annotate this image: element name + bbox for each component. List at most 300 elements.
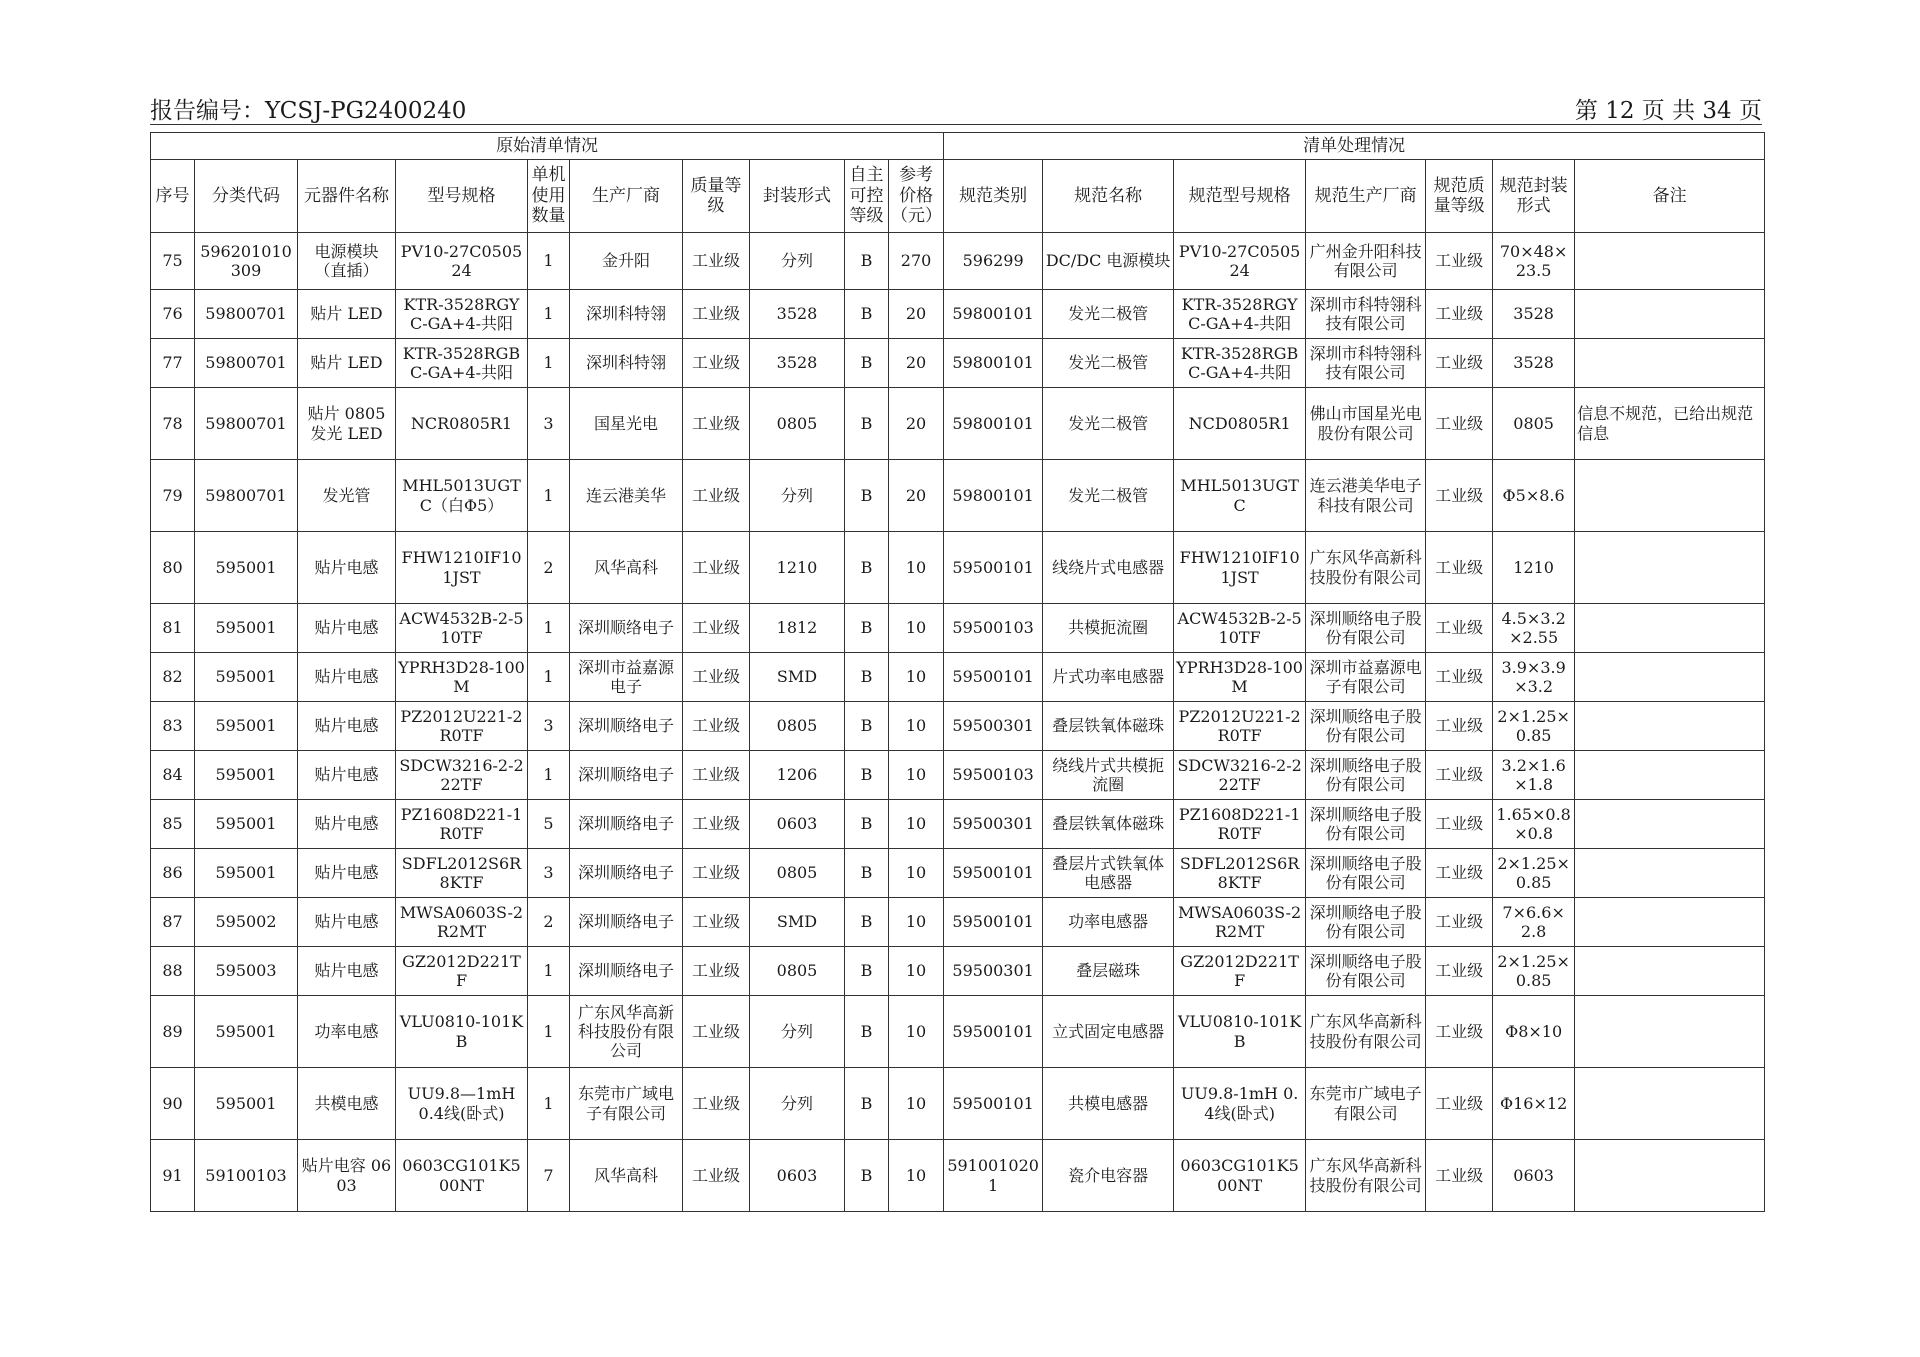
table-cell: 东莞市广域电子有限公司	[570, 1068, 683, 1140]
table-cell: 工业级	[1426, 947, 1493, 996]
table-cell: 2×1.25×0.85	[1493, 849, 1575, 898]
table-cell: 分列	[750, 460, 845, 532]
table-cell: 深圳顺络电子股份有限公司	[1306, 947, 1426, 996]
table-cell: 连云港美华电子科技有限公司	[1306, 460, 1426, 532]
table-cell: 59500301	[944, 702, 1043, 751]
table-cell: SDFL2012S6R8KTF	[396, 849, 528, 898]
table-cell: 83	[151, 702, 195, 751]
table-cell	[1575, 947, 1765, 996]
column-header: 分类代码	[195, 160, 298, 233]
table-body	[151, 233, 1765, 1212]
table-cell: 80	[151, 532, 195, 604]
column-header: 规范生产厂商	[1306, 160, 1426, 233]
column-header: 规范质量等级	[1426, 160, 1493, 233]
table-cell: 工业级	[683, 751, 750, 800]
table-row	[151, 290, 1765, 339]
table-cell: Φ8×10	[1493, 996, 1575, 1068]
table-row	[151, 898, 1765, 947]
table-cell: 贴片电感	[298, 751, 396, 800]
table-cell: 0805	[750, 388, 845, 460]
table-cell: 59500301	[944, 947, 1043, 996]
table-cell: MWSA0603S-2R2MT	[396, 898, 528, 947]
table-cell: 工业级	[683, 849, 750, 898]
table-cell: 工业级	[683, 898, 750, 947]
table-cell: B	[845, 460, 889, 532]
table-cell: VLU0810-101KB	[1174, 996, 1306, 1068]
table-cell: 工业级	[683, 290, 750, 339]
table-cell: B	[845, 898, 889, 947]
table-cell: 叠层铁氧体磁珠	[1043, 800, 1174, 849]
table-cell: 工业级	[1426, 233, 1493, 290]
table-cell	[1575, 233, 1765, 290]
table-cell: 10	[889, 1068, 944, 1140]
table-cell: 1210	[750, 532, 845, 604]
group-original-header: 原始清单情况	[151, 133, 944, 160]
table-cell: 叠层片式铁氧体电感器	[1043, 849, 1174, 898]
table-row	[151, 653, 1765, 702]
table-cell: 10	[889, 800, 944, 849]
table-cell: 3528	[1493, 339, 1575, 388]
table-row	[151, 996, 1765, 1068]
table-cell: 功率电感	[298, 996, 396, 1068]
table-cell: 595001	[195, 1068, 298, 1140]
table-cell: KTR-3528RGYC-GA+4-共阳	[396, 290, 528, 339]
table-cell: 88	[151, 947, 195, 996]
table-cell: 发光管	[298, 460, 396, 532]
table-cell: 596299	[944, 233, 1043, 290]
table-cell: 59500101	[944, 532, 1043, 604]
table-cell: 深圳市益嘉源电子	[570, 653, 683, 702]
table-cell: 59800701	[195, 460, 298, 532]
table-cell: 59800101	[944, 388, 1043, 460]
table-cell: MHL5013UGTC	[1174, 460, 1306, 532]
table-cell: 广东风华高新科技股份有限公司	[1306, 532, 1426, 604]
table-cell: 1	[528, 290, 570, 339]
table-cell: 工业级	[683, 388, 750, 460]
table-cell: B	[845, 800, 889, 849]
table-cell: 595001	[195, 751, 298, 800]
table-cell: 工业级	[1426, 800, 1493, 849]
table-cell	[1575, 898, 1765, 947]
table-cell: 10	[889, 996, 944, 1068]
table-cell: 78	[151, 388, 195, 460]
table-cell: 工业级	[1426, 1068, 1493, 1140]
table-cell: B	[845, 290, 889, 339]
table-cell: 59500101	[944, 996, 1043, 1068]
table-cell: 工业级	[683, 1068, 750, 1140]
column-header: 自主可控等级	[845, 160, 889, 233]
table-cell: 共模电感	[298, 1068, 396, 1140]
header-divider	[150, 124, 1762, 125]
table-cell: 深圳顺络电子	[570, 702, 683, 751]
column-header: 型号规格	[396, 160, 528, 233]
table-cell: KTR-3528RGYC-GA+4-共阳	[1174, 290, 1306, 339]
table-cell: 0603	[750, 800, 845, 849]
table-cell: 工业级	[1426, 849, 1493, 898]
table-cell: YPRH3D28-100M	[1174, 653, 1306, 702]
table-cell: 81	[151, 604, 195, 653]
table-cell: 20	[889, 388, 944, 460]
table-cell: 片式功率电感器	[1043, 653, 1174, 702]
table-cell: 91	[151, 1140, 195, 1212]
table-cell: 3528	[1493, 290, 1575, 339]
table-cell: 金升阳	[570, 233, 683, 290]
table-cell: B	[845, 702, 889, 751]
table-cell: 工业级	[1426, 460, 1493, 532]
component-list-table	[150, 132, 1765, 1212]
table-cell: 3	[528, 702, 570, 751]
table-cell: 59100103	[195, 1140, 298, 1212]
table-cell: 贴片电感	[298, 653, 396, 702]
table-cell: 59800101	[944, 339, 1043, 388]
page-number: 第 12 页 共 34 页	[1574, 98, 1762, 124]
table-cell	[1575, 290, 1765, 339]
table-cell: 59500301	[944, 800, 1043, 849]
table-cell: 0805	[750, 702, 845, 751]
table-cell: 深圳顺络电子	[570, 898, 683, 947]
table-cell: 功率电感器	[1043, 898, 1174, 947]
table-cell: SDFL2012S6R8KTF	[1174, 849, 1306, 898]
table-cell: KTR-3528RGBC-GA+4-共阳	[1174, 339, 1306, 388]
table-cell: 叠层铁氧体磁珠	[1043, 702, 1174, 751]
table-cell: 10	[889, 947, 944, 996]
table-cell: 75	[151, 233, 195, 290]
table-cell: 共模扼流圈	[1043, 604, 1174, 653]
table-cell: 0603CG101K500NT	[396, 1140, 528, 1212]
table-row	[151, 388, 1765, 460]
table-cell: 10	[889, 604, 944, 653]
table-cell: 工业级	[1426, 702, 1493, 751]
table-row	[151, 233, 1765, 290]
table-cell: 共模电感器	[1043, 1068, 1174, 1140]
table-cell: 工业级	[1426, 1140, 1493, 1212]
column-header: 封装形式	[750, 160, 845, 233]
table-cell: 20	[889, 339, 944, 388]
table-cell: 深圳顺络电子	[570, 849, 683, 898]
column-header: 备注	[1575, 160, 1765, 233]
table-cell: 1	[528, 947, 570, 996]
table-cell: 0603CG101K500NT	[1174, 1140, 1306, 1212]
table-cell: ACW4532B-2-510TF	[1174, 604, 1306, 653]
table-cell: 59500103	[944, 604, 1043, 653]
table-cell: 59500103	[944, 751, 1043, 800]
table-cell: 0805	[1493, 388, 1575, 460]
group-header-row	[151, 133, 1765, 160]
table-cell: 3528	[750, 339, 845, 388]
table-cell: 工业级	[683, 1140, 750, 1212]
table-cell: 深圳市益嘉源电子有限公司	[1306, 653, 1426, 702]
table-cell: 1	[528, 604, 570, 653]
table-cell: SDCW3216-2-222TF	[1174, 751, 1306, 800]
table-row	[151, 947, 1765, 996]
table-cell: 7×6.6×2.8	[1493, 898, 1575, 947]
table-cell: B	[845, 751, 889, 800]
table-row	[151, 604, 1765, 653]
table-cell: 贴片 LED	[298, 339, 396, 388]
table-cell: 0603	[1493, 1140, 1575, 1212]
table-cell: NCD0805R1	[1174, 388, 1306, 460]
table-row	[151, 702, 1765, 751]
table-row	[151, 460, 1765, 532]
table-cell: 85	[151, 800, 195, 849]
table-row	[151, 800, 1765, 849]
table-cell: ACW4532B-2-510TF	[396, 604, 528, 653]
table-cell: 5	[528, 800, 570, 849]
table-cell: 风华高科	[570, 532, 683, 604]
table-cell: NCR0805R1	[396, 388, 528, 460]
table-cell: B	[845, 339, 889, 388]
table-cell: 1206	[750, 751, 845, 800]
column-header: 规范名称	[1043, 160, 1174, 233]
table-cell: 工业级	[683, 460, 750, 532]
table-cell: SMD	[750, 653, 845, 702]
table-cell: 发光二极管	[1043, 290, 1174, 339]
table-cell: 工业级	[1426, 388, 1493, 460]
table-cell: 工业级	[683, 604, 750, 653]
table-cell: 70×48×23.5	[1493, 233, 1575, 290]
table-cell: UU9.8—1mH 0.4线(卧式)	[396, 1068, 528, 1140]
table-cell: 1	[528, 233, 570, 290]
column-header: 规范型号规格	[1174, 160, 1306, 233]
table-cell: 瓷介电容器	[1043, 1140, 1174, 1212]
table-row	[151, 1068, 1765, 1140]
table-cell: 595001	[195, 604, 298, 653]
table-cell	[1575, 800, 1765, 849]
table-cell: 595001	[195, 532, 298, 604]
table-cell: 595001	[195, 653, 298, 702]
table-cell: 59500101	[944, 653, 1043, 702]
table-cell: 发光二极管	[1043, 339, 1174, 388]
table-cell	[1575, 653, 1765, 702]
table-cell: 立式固定电感器	[1043, 996, 1174, 1068]
table-cell	[1575, 604, 1765, 653]
table-cell: 59800701	[195, 339, 298, 388]
table-cell: 82	[151, 653, 195, 702]
table-cell: 595001	[195, 800, 298, 849]
table-row	[151, 532, 1765, 604]
group-processed-header: 清单处理情况	[944, 133, 1765, 160]
table-cell: B	[845, 233, 889, 290]
column-header: 参考价格（元）	[889, 160, 944, 233]
table-cell: 5910010201	[944, 1140, 1043, 1212]
table-cell: Φ16×12	[1493, 1068, 1575, 1140]
table-cell: B	[845, 653, 889, 702]
table-cell: 发光二极管	[1043, 388, 1174, 460]
table-cell	[1575, 996, 1765, 1068]
table-cell	[1575, 849, 1765, 898]
table-row	[151, 751, 1765, 800]
table-cell: B	[845, 849, 889, 898]
table-cell: 线绕片式电感器	[1043, 532, 1174, 604]
table-cell: 深圳科特翎	[570, 290, 683, 339]
table-cell: 深圳科特翎	[570, 339, 683, 388]
table-cell: 79	[151, 460, 195, 532]
table-cell: 风华高科	[570, 1140, 683, 1212]
table-cell	[1575, 532, 1765, 604]
table-cell: B	[845, 996, 889, 1068]
table-cell: 深圳顺络电子股份有限公司	[1306, 702, 1426, 751]
table-cell: 3528	[750, 290, 845, 339]
table-cell: B	[845, 604, 889, 653]
table-cell: 87	[151, 898, 195, 947]
table-cell: 76	[151, 290, 195, 339]
table-cell: PV10-27C050524	[396, 233, 528, 290]
table-cell: 2×1.25×0.85	[1493, 947, 1575, 996]
table-cell	[1575, 339, 1765, 388]
table-cell: 深圳顺络电子股份有限公司	[1306, 849, 1426, 898]
table-cell: 广州金升阳科技有限公司	[1306, 233, 1426, 290]
table-cell: 59800101	[944, 290, 1043, 339]
table-cell: GZ2012D221TF	[396, 947, 528, 996]
table-cell: 20	[889, 460, 944, 532]
table-cell: 工业级	[1426, 290, 1493, 339]
table-cell: 工业级	[1426, 751, 1493, 800]
table-cell: 1	[528, 751, 570, 800]
table-cell: 1812	[750, 604, 845, 653]
table-row	[151, 1140, 1765, 1212]
table-cell: 1	[528, 1068, 570, 1140]
table-cell: VLU0810-101KB	[396, 996, 528, 1068]
table-cell: 59800701	[195, 388, 298, 460]
table-cell	[1575, 460, 1765, 532]
table-cell: PZ1608D221-1R0TF	[1174, 800, 1306, 849]
table-cell	[1575, 702, 1765, 751]
table-cell: 贴片电感	[298, 849, 396, 898]
table-cell: DC/DC 电源模块	[1043, 233, 1174, 290]
table-cell: 59800701	[195, 290, 298, 339]
table-cell: 10	[889, 849, 944, 898]
table-cell: 贴片电容 0603	[298, 1140, 396, 1212]
table-cell: 贴片 LED	[298, 290, 396, 339]
table-cell: 0603	[750, 1140, 845, 1212]
table-cell: 发光二极管	[1043, 460, 1174, 532]
table-cell: 10	[889, 532, 944, 604]
table-cell: SDCW3216-2-222TF	[396, 751, 528, 800]
table-cell: 贴片电感	[298, 532, 396, 604]
column-header: 规范封装形式	[1493, 160, 1575, 233]
table-cell: 3.9×3.9×3.2	[1493, 653, 1575, 702]
table-cell: 贴片电感	[298, 702, 396, 751]
table-cell: 贴片电感	[298, 604, 396, 653]
column-header: 生产厂商	[570, 160, 683, 233]
table-cell: 深圳顺络电子	[570, 800, 683, 849]
table-cell: Φ5×8.6	[1493, 460, 1575, 532]
table-cell: 7	[528, 1140, 570, 1212]
table-cell: 工业级	[683, 653, 750, 702]
table-cell: 分列	[750, 233, 845, 290]
table-cell: 1.65×0.8×0.8	[1493, 800, 1575, 849]
table-cell: 东莞市广域电子有限公司	[1306, 1068, 1426, 1140]
table-cell: 59800101	[944, 460, 1043, 532]
table-cell: 3	[528, 849, 570, 898]
table-cell: 广东风华高新科技股份有限公司	[1306, 996, 1426, 1068]
column-header: 规范类别	[944, 160, 1043, 233]
table-cell: 信息不规范，已给出规范信息	[1575, 388, 1765, 460]
table-cell: 84	[151, 751, 195, 800]
column-header: 序号	[151, 160, 195, 233]
table-cell: 10	[889, 653, 944, 702]
table-cell: 分列	[750, 1068, 845, 1140]
table-cell: FHW1210IF101JST	[396, 532, 528, 604]
table-cell: 工业级	[1426, 996, 1493, 1068]
table-cell: 0805	[750, 849, 845, 898]
table-cell: 90	[151, 1068, 195, 1140]
table-cell: 工业级	[683, 233, 750, 290]
table-cell: 工业级	[683, 996, 750, 1068]
table-cell: 10	[889, 898, 944, 947]
table-cell: 596201010309	[195, 233, 298, 290]
table-cell: 深圳顺络电子股份有限公司	[1306, 604, 1426, 653]
table-cell: 佛山市国星光电股份有限公司	[1306, 388, 1426, 460]
table-cell: 工业级	[683, 532, 750, 604]
table-cell: 1	[528, 460, 570, 532]
table-cell: B	[845, 947, 889, 996]
table-row	[151, 339, 1765, 388]
table-cell: GZ2012D221TF	[1174, 947, 1306, 996]
table-cell: 深圳市科特翎科技有限公司	[1306, 339, 1426, 388]
table-cell	[1575, 751, 1765, 800]
table-cell: YPRH3D28-100M	[396, 653, 528, 702]
table-cell: 10	[889, 702, 944, 751]
table-cell: 20	[889, 290, 944, 339]
table-cell: 595002	[195, 898, 298, 947]
table-cell: 595001	[195, 996, 298, 1068]
table-cell: 分列	[750, 996, 845, 1068]
table-cell: 绕线片式共模扼流圈	[1043, 751, 1174, 800]
table-cell: 59500101	[944, 1068, 1043, 1140]
table-cell: 工业级	[1426, 532, 1493, 604]
table-cell: 595003	[195, 947, 298, 996]
table-cell: 2	[528, 532, 570, 604]
table-cell: 深圳顺络电子	[570, 947, 683, 996]
table-cell: 广东风华高新科技股份有限公司	[570, 996, 683, 1068]
column-header: 元器件名称	[298, 160, 396, 233]
table-cell: 1	[528, 653, 570, 702]
table-cell: 270	[889, 233, 944, 290]
table-cell: 国星光电	[570, 388, 683, 460]
table-cell: 1	[528, 996, 570, 1068]
table-cell: 89	[151, 996, 195, 1068]
table-cell: PZ2012U221-2R0TF	[1174, 702, 1306, 751]
table-cell: PZ2012U221-2R0TF	[396, 702, 528, 751]
table-cell	[1575, 1140, 1765, 1212]
table-cell: 叠层磁珠	[1043, 947, 1174, 996]
table-cell: 连云港美华	[570, 460, 683, 532]
table-cell: 59500101	[944, 898, 1043, 947]
table-cell: 深圳市科特翎科技有限公司	[1306, 290, 1426, 339]
table-cell: B	[845, 388, 889, 460]
table-cell: 3	[528, 388, 570, 460]
table-cell: 贴片电感	[298, 800, 396, 849]
table-cell: 贴片 0805 发光 LED	[298, 388, 396, 460]
table-cell: 0805	[750, 947, 845, 996]
table-cell: 工业级	[1426, 653, 1493, 702]
table-cell: 工业级	[683, 702, 750, 751]
table-cell: 59500101	[944, 849, 1043, 898]
table-cell: 贴片电感	[298, 947, 396, 996]
table-cell: SMD	[750, 898, 845, 947]
table-cell: 10	[889, 751, 944, 800]
table-cell: PZ1608D221-1R0TF	[396, 800, 528, 849]
table-cell: 深圳顺络电子	[570, 751, 683, 800]
table-cell: 电源模块（直插）	[298, 233, 396, 290]
table-cell: 595001	[195, 849, 298, 898]
table-cell: B	[845, 1140, 889, 1212]
table-cell: 1	[528, 339, 570, 388]
table-row	[151, 849, 1765, 898]
table-cell: MWSA0603S-2R2MT	[1174, 898, 1306, 947]
table-cell: 深圳顺络电子股份有限公司	[1306, 800, 1426, 849]
